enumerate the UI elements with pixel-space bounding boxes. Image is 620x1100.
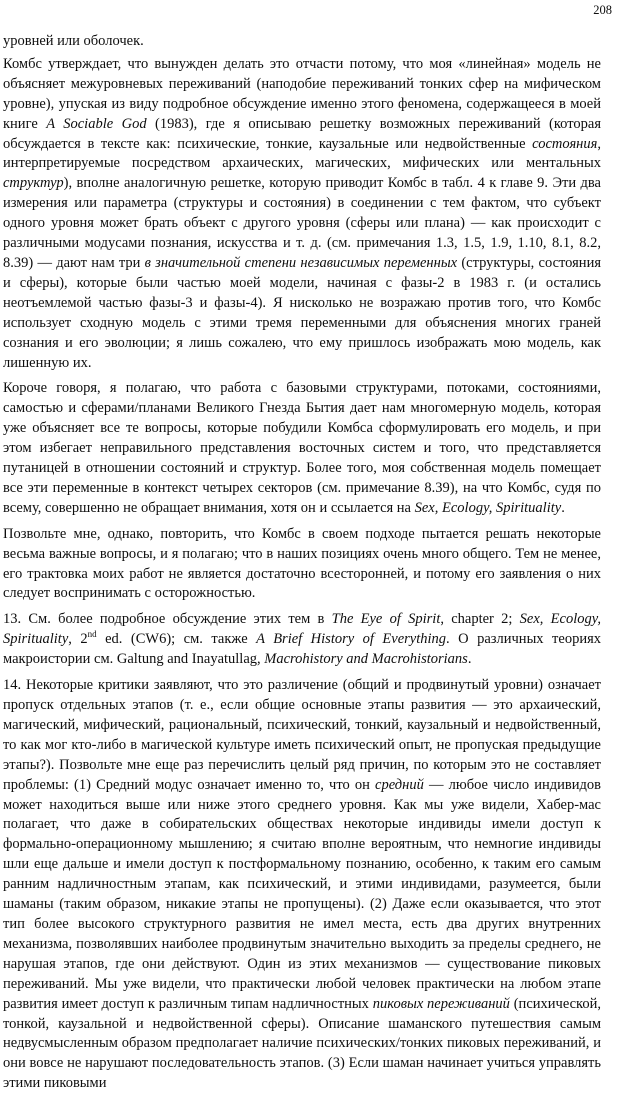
- paragraph-let-me-repeat: Позвольте мне, однако, повторить, что Комбс в своем подходе пытается решать некоторые весьма важные вопросы, и я полагаю; что в наших позициях очень много общего. Тем не менее, его трактовка моих работ не является достаточно всесторонней, и потому его заявления о них следует воспринимать с осторожностью.: [3, 525, 601, 602]
- footnote-14: 14. Некоторые критики заявляют, что это различение (общий и продвинутый уровни) означает пропуск отдельных этапов (т. е., если общие основные этапы развития — это архаический, магический, мифический, рациональный, психический, тонкий, каузальный и недвойственный, то как мог кто-либо в магической культуре иметь психический опыт, не пропуская предыдущие этапы?). Позвольте мне еще раз перечислить целый ряд причин, по которым это не составляет проблемы: (1) Средний модус означает именно то, что он средний — любое число индивидов может находиться выше или ниже этого среднего уровня. Как мы уже видели, Хабер-мас полагает, что даже в собирательских обществах некоторые индивиды имели доступ к формально-операционному мышлению; я считаю вполне вероятным, что немногие индивиды шли еще дальше и имели доступ к постформальному познанию, особенно, к таким его самым ранним надличностным этапам, как психический, и этими индивидами, разумеется, были шаманы (таким образом, никакие этапы не пропущены). (2) Даже если оказывается, что этот тип более высокого структурного развития не имел места, есть два других внутренних механизма, позволявших наиболее продвинутым значительно выходить за пределы среднего, не нарушая этапов, где они действуют. Один из этих механизмов — существование пиковых переживаний. Мы уже видели, что практически любой человек практически на любом этапе развития имеет доступ к различным типам надличностных пиковых переживаний (психической, тонкой, каузальной и недвойственной сферы). Описание шаманского путешествия самым недвусмысленным образом предполагает наличие психических/тонких пиковых переживаний, и они вовсе не нарушают последовательность этапов. (3) Если шаман начинает учиться управлять этими пиковыми: [3, 677, 601, 1092]
- footnote-13: 13. См. более подробное обсуждение этих тем в The Eye of Spirit, chapter 2; Sex, Ecology, Spirituality, 2nd ed. (CW6); см. также A Brief History of Everything. О различных теориях макроистории см. Galtung and Inayatullag, Macrohistory and Macrohistorians.: [3, 611, 601, 668]
- book-title-sociable-god: A Sociable God: [46, 115, 147, 132]
- book-title-eye-of-spirit: The Eye of Spirit: [331, 611, 441, 628]
- book-title-macrohistory: Macrohistory and Macrohistorians: [264, 651, 468, 668]
- emphasis-independent-variables: в значительной степени независимых переменных: [144, 254, 458, 271]
- page-number: 208: [593, 3, 612, 17]
- page-body: [3, 32, 601, 1100]
- paragraph-combs-claims: Комбс утверждает, что вынужден делать это отчасти потому, что моя «линейная» модель не объясняет межуровневых переживаний (наподобие переживаний тонких сфер на мифическом уровне), упуская из виду подробное обсуждение именно этого феномена, содержащееся в моей книге A Sociable God (1983), где я описываю решетку возможных переживаний (которая обсуждается в тексте как: психические, тонкие, каузальные или недвойственные состояния, интерпретируемые посредством архаических, магических, мифических или ментальных структур), вполне аналогичную решетке, которую приводит Комбс в табл. 4 к главе 9. Эти два измерения или параметра (структуры и состояния) в соединении с тем фактом, что субъект одного уровня может брать объект с другого уровня (сферы или плана) — как происходит с различными модусами познания, искусства и т. д. (см. примечания 1.3, 1.5, 1.9, 1.10, 8.1, 8.2, 8.39) — дают нам три в значительной степени независимых переменных (структуры, состояния и сферы), которые были частью моей модели, начиная с фазы-2 в 1983 г. (и остались неотъемлемой частью фазы-3 и фазы-4). Я нисколько не возражаю против того, что Комбс использует сходную модель с этими тремя переменными для объяснения многих граней сознания и его эволюции; я лишь сожалею, что ему пришлось изображать мою модель, как лишенную их.: [3, 55, 601, 371]
- book-title-brief-history: A Brief History of Everything: [256, 631, 447, 648]
- emphasis-states: состояния: [532, 135, 598, 152]
- book-title-ses: Sex, Ecology, Spirituality: [414, 499, 562, 516]
- book-title-ses-2: Sex, Ecology, Spirituality: [3, 611, 601, 648]
- emphasis-average: средний: [375, 776, 424, 793]
- superscript-nd: nd: [87, 629, 97, 640]
- paragraph-in-short: Короче говоря, я полагаю, что работа с базовыми структурами, потоками, состояниями, самостью и сферами/планами Великого Гнезда Бытия дает нам многомерную модель, которая уже объясняет все те вопросы, которые побудили Комбса сформулировать его модель, и при этом избегает неправильного представления восточных систем и того, что представляется путаницей в отношении состояний и структур. Более того, моя собственная модель помещает все эти переменные в контекст четырех секторов (см. примечание 8.39), на что Комбс, судя по всему, совершенно не обращает внимания, хотя он и ссылается на Sex, Ecology, Spirituality.: [3, 380, 601, 516]
- emphasis-structures: структур: [3, 175, 64, 192]
- emphasis-peak-experiences: пиковых переживаний: [372, 995, 510, 1012]
- paragraph-continuation: уровней или оболочек.: [3, 33, 144, 49]
